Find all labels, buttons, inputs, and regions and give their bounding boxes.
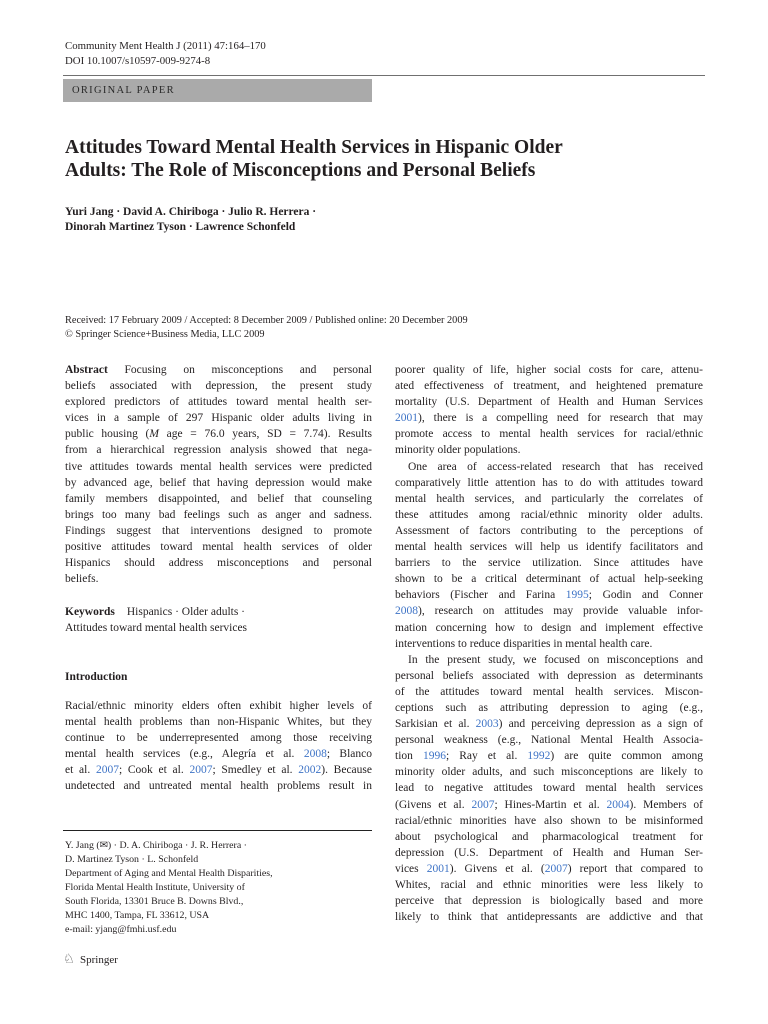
journal-citation: Community Ment Health J (2011) 47:164–170 — [65, 40, 266, 52]
citation-link[interactable]: 2004 — [606, 798, 630, 811]
author-affiliation-footnote — [65, 839, 273, 937]
text-run: ; Cook et al. — [118, 764, 190, 777]
abstract-line-text — [65, 410, 372, 426]
text-run: explored predictors of attitudes toward mental health ser- — [65, 396, 372, 409]
body-line — [395, 732, 703, 748]
abstract-line-text — [65, 523, 372, 539]
author-list-line: Yuri Jang · David A. Chiriboga · Julio R. Herrera · — [65, 206, 317, 218]
keywords-list: Hispanics · Older adults · — [126, 606, 246, 618]
body-line-text — [395, 813, 703, 829]
text-run: personal beliefs associated with depression as determinants — [395, 669, 703, 682]
abstract-line — [65, 362, 372, 378]
abstract-line — [65, 555, 372, 571]
abstract-line — [65, 475, 372, 491]
italic-symbol: M — [149, 428, 159, 441]
text-run: vices in a sample of 297 Hispanic older adults living in — [65, 412, 372, 425]
text-run: promote access to mental health services for racial/ethnic — [395, 428, 703, 441]
body-line-text — [395, 555, 703, 571]
body-line — [395, 748, 703, 764]
text-run: continue to be underrepresented among those receiving — [65, 732, 372, 745]
body-line-text — [395, 829, 703, 845]
body-line-text — [395, 764, 703, 780]
abstract-line-text — [65, 378, 372, 394]
text-run: ; Godin and Conner — [588, 589, 703, 602]
introduction-heading: Introduction — [65, 671, 128, 683]
body-line-text — [408, 459, 703, 475]
text-run: lead to negative attitudes toward mental health services — [395, 782, 703, 795]
body-line — [395, 829, 703, 845]
text-run: mortality (U.S. Department of Health and Human Services — [395, 396, 703, 409]
text-run: ; Smedley et al. — [212, 764, 299, 777]
footnote-line: Y. Jang (✉) · D. A. Chiriboga · J. R. Herrera · — [65, 840, 247, 851]
body-line-text — [395, 909, 703, 925]
body-line — [395, 587, 703, 603]
abstract-line — [65, 491, 372, 507]
text-run: these attitudes among racial/ethnic minority older adults. — [395, 508, 703, 521]
body-line-text — [395, 684, 703, 700]
text-run: minority older adults, and such misconceptions are likely to — [395, 766, 703, 779]
body-line-text — [395, 571, 703, 587]
text-run: tive attitudes towards mental health services were predicted — [65, 460, 372, 473]
text-run: Assessment of factors contributing to the perceptions of — [395, 524, 703, 537]
body-line-text — [395, 394, 703, 410]
body-line-text — [395, 620, 703, 636]
text-run: ) and perceiving depression as a sign of — [498, 718, 703, 731]
body-line — [65, 714, 372, 730]
keywords-line — [65, 604, 372, 620]
abstract-line — [65, 410, 372, 426]
body-line — [395, 394, 703, 410]
body-line — [395, 909, 703, 925]
text-run: public housing ( — [65, 428, 150, 441]
body-line-text — [395, 410, 703, 426]
citation-link[interactable]: 2002 — [298, 764, 322, 777]
body-line — [395, 861, 703, 877]
keywords-list: Attitudes toward mental health services — [65, 622, 248, 635]
abstract-line-text — [65, 507, 372, 523]
body-line-text — [395, 861, 703, 877]
citation-link[interactable]: 2007 — [95, 764, 119, 777]
body-line — [395, 877, 703, 893]
abstract-line-text — [65, 362, 372, 378]
text-run: personal weakness (e.g., National Mental Health Associa- — [395, 734, 703, 747]
body-line — [395, 813, 703, 829]
body-line-text — [395, 845, 703, 861]
citation-link[interactable]: 1992 — [527, 750, 551, 763]
citation-link[interactable]: 2008 — [303, 748, 327, 761]
publisher-footer — [63, 951, 118, 969]
body-line-text — [408, 652, 703, 668]
citation-link[interactable]: 2007 — [471, 798, 495, 811]
text-run: racial/ethnic minorities have also shown to be misinformed — [395, 814, 703, 827]
abstract-line-text — [65, 571, 99, 587]
body-line — [395, 700, 703, 716]
body-line — [395, 555, 703, 571]
article-title-line: Attitudes Toward Mental Health Services in Hispanic Older — [65, 137, 563, 158]
springer-knight-icon: ♘ — [63, 952, 75, 967]
text-run: beliefs associated with depression, the present study — [65, 380, 372, 393]
text-run: et al. — [65, 764, 96, 777]
doi-text: DOI 10.1007/s10597-009-9274-8 — [65, 55, 211, 67]
text-run: behaviors (Fischer and Farina — [395, 589, 566, 602]
section-label: ORIGINAL PAPER — [72, 85, 175, 96]
footnote-line: e-mail: yjang@fmhi.usf.edu — [65, 924, 177, 935]
body-line-text — [395, 587, 703, 603]
abstract-line-text — [65, 442, 372, 458]
text-run: of the attitudes toward mental health services. Miscon- — [395, 685, 703, 698]
abstract-line — [65, 394, 372, 410]
text-run: ) are quite common among — [550, 750, 704, 763]
abstract-line — [65, 426, 372, 442]
text-run: positive attitudes toward mental health services of older — [65, 541, 372, 554]
body-line-text — [65, 762, 372, 778]
abstract-line-text — [65, 475, 372, 491]
text-run: (Givens et al. — [395, 798, 472, 811]
abstract-line-text — [65, 555, 372, 571]
body-line — [65, 730, 372, 746]
text-run: Racial/ethnic minority elders often exhibit higher levels of — [65, 700, 372, 712]
body-line — [395, 491, 703, 507]
body-line-text — [395, 716, 703, 732]
text-run: Hispanics should address misconceptions and personal — [65, 557, 372, 570]
text-run: tion — [395, 750, 423, 763]
footnote-rule — [63, 830, 372, 831]
text-run: ; Ray et al. — [445, 750, 528, 763]
text-run: ). Members of — [629, 798, 703, 811]
text-run: ; Blanco — [326, 748, 372, 761]
text-run: depression (U.S. Department of Health and Human Ser- — [395, 846, 703, 859]
footnote-line: D. Martinez Tyson · L. Schonfeld — [65, 854, 199, 865]
text-run: ; Hines-Martin et al. — [494, 798, 607, 811]
abstract-line — [65, 507, 372, 523]
body-line-text — [395, 700, 703, 716]
body-line-text — [395, 491, 703, 507]
text-run: by advanced age, belief that having depression would make — [65, 476, 372, 489]
text-run: interventions to reduce disparities in mental health care. — [395, 637, 653, 650]
abstract-label: Abstract — [65, 364, 108, 376]
introduction-left-column — [65, 698, 372, 795]
body-line — [395, 845, 703, 861]
text-run: Whites, racial and ethnic minorities were less likely to — [395, 879, 703, 891]
citation-link[interactable]: 1995 — [565, 589, 589, 602]
citation-link[interactable]: 1996 — [422, 750, 446, 763]
body-line — [395, 507, 703, 523]
text-run: poorer quality of life, higher social costs for care, attenu- — [395, 364, 703, 376]
body-line — [395, 426, 703, 442]
body-line — [65, 746, 372, 762]
text-run: undetected and untreated mental health problems result in — [65, 780, 372, 793]
text-run: about psychological and pharmacological treatment for — [395, 830, 703, 843]
body-line — [395, 475, 703, 491]
article-title-line: Adults: The Role of Misconceptions and Personal Beliefs — [65, 160, 536, 181]
text-run: ceptions such as attributing depression to aging (e.g., — [395, 701, 703, 714]
citation-link[interactable]: 2008 — [395, 605, 418, 618]
body-line-text — [65, 714, 372, 730]
body-line — [395, 764, 703, 780]
body-line — [65, 778, 372, 794]
body-line — [395, 410, 703, 426]
keywords-label: Keywords — [65, 606, 115, 618]
body-line-text — [65, 746, 372, 762]
text-run: vices — [395, 862, 427, 875]
body-line — [395, 603, 703, 619]
text-run: mental health services, and particularly the correlates of — [395, 492, 703, 505]
footnote-line: MHC 1400, Tampa, FL 33612, USA — [65, 910, 210, 921]
body-line-text — [395, 780, 703, 796]
body-line-text — [395, 539, 703, 555]
text-run: family members disappointed, and belief that counseling — [65, 492, 372, 505]
text-run: perceive that depression is biologically based and more — [395, 895, 703, 908]
body-line — [395, 652, 703, 668]
body-line — [65, 762, 372, 778]
abstract-line-text — [65, 491, 372, 507]
abstract-line-text — [65, 459, 372, 475]
text-run: mental health services (e.g., Alegría et al. — [65, 748, 304, 761]
copyright-notice: © Springer Science+Business Media, LLC 2009 — [65, 329, 265, 340]
body-line — [395, 716, 703, 732]
body-line-text — [395, 507, 703, 523]
text-run: mental health problems than non-Hispanic Whites, but they — [65, 716, 372, 729]
body-line — [65, 698, 372, 714]
text-run: mental health services will help us identify facilitators and — [395, 541, 703, 554]
body-line-text — [395, 475, 703, 491]
section-banner — [63, 79, 372, 102]
body-line — [395, 780, 703, 796]
body-line — [395, 378, 703, 394]
body-line-text — [395, 378, 703, 394]
abstract — [65, 362, 372, 587]
abstract-line — [65, 442, 372, 458]
body-line-text — [395, 603, 703, 619]
text-run: ated effectiveness of treatment, and heightened premature — [395, 380, 703, 393]
abstract-line — [65, 571, 372, 587]
publisher-name: Springer — [80, 954, 118, 966]
citation-link[interactable]: 2001 — [426, 862, 450, 875]
body-line — [395, 636, 703, 652]
author-list-line: Dinorah Martinez Tyson · Lawrence Schonfeld — [65, 221, 296, 233]
text-run: Sarkisian et al. — [395, 718, 476, 731]
body-line — [395, 523, 703, 539]
body-line — [395, 893, 703, 909]
text-run: beliefs. — [65, 573, 99, 586]
introduction-right-column — [395, 362, 703, 925]
abstract-line — [65, 523, 372, 539]
abstract-line-text — [65, 394, 372, 410]
body-line-text — [65, 698, 372, 714]
citation-link[interactable]: 2007 — [189, 764, 213, 777]
body-line-text — [395, 893, 703, 909]
body-line-text — [395, 426, 703, 442]
keywords-line — [65, 620, 372, 636]
text-run: In the present study, we focused on misconceptions and — [408, 653, 703, 666]
text-run: ) report that compared to — [567, 862, 703, 875]
citation-link[interactable]: 2007 — [544, 862, 568, 875]
body-line — [395, 620, 703, 636]
text-run: from a hierarchical regression analysis showed that nega- — [65, 444, 372, 457]
text-run: likely to think that antidepressants are addictive and that — [395, 911, 703, 924]
body-line — [395, 684, 703, 700]
text-run: mation concerning how to design and implement effective — [395, 621, 703, 634]
footnote-line: Department of Aging and Mental Health Disparities, — [65, 868, 273, 879]
text-run: minority older populations. — [395, 444, 521, 457]
body-line — [395, 362, 703, 378]
body-line-text — [65, 778, 372, 794]
text-run: ), research on attitudes may provide valuable infor- — [418, 605, 703, 618]
body-line — [395, 539, 703, 555]
body-line — [395, 459, 703, 475]
publication-dates: Received: 17 February 2009 / Accepted: 8 December 2009 / Published online: 20 December 2009 — [65, 315, 468, 326]
body-line-text — [395, 668, 703, 684]
abstract-line-text — [65, 539, 372, 555]
abstract-line — [65, 539, 372, 555]
body-line-text — [395, 748, 703, 764]
abstract-line — [65, 459, 372, 475]
text-run: age = 76.0 years, SD = 7.74). Results — [158, 428, 372, 441]
text-run: brings too many bad feelings such as anger and sadness. — [65, 508, 372, 521]
body-line-text — [395, 732, 703, 748]
citation-link[interactable]: 2003 — [475, 718, 499, 731]
body-line-text — [395, 442, 521, 458]
keywords — [65, 604, 372, 636]
text-run: barriers to the service utilization. Since attitudes have — [395, 557, 703, 570]
body-line — [395, 442, 703, 458]
body-line — [395, 668, 703, 684]
body-line-text — [65, 730, 372, 746]
body-line-text — [395, 877, 703, 893]
footnote-line: South Florida, 13301 Bruce B. Downs Blvd., — [65, 896, 244, 907]
text-run: One area of access-related research that has received — [408, 460, 703, 473]
body-line-text — [395, 362, 703, 378]
text-run: ). Givens et al. ( — [449, 862, 545, 875]
text-run: Focusing on misconceptions and personal — [107, 364, 372, 376]
header-rule — [63, 75, 705, 76]
text-run: shown to be a critical determinant of actual help-seeking — [395, 573, 703, 586]
body-line-text — [395, 797, 703, 813]
text-run: Findings suggest that interventions designed to promote — [65, 524, 372, 537]
body-line — [395, 797, 703, 813]
text-run: comparatively little attention has to do with attitudes toward — [395, 476, 703, 489]
abstract-line — [65, 378, 372, 394]
citation-link[interactable]: 2001 — [395, 412, 418, 425]
text-run: ), there is a compelling need for research that may — [418, 412, 703, 425]
text-run: ). Because — [321, 764, 372, 777]
body-line-text — [395, 523, 703, 539]
footnote-line: Florida Mental Health Institute, University of — [65, 882, 245, 893]
body-line — [395, 571, 703, 587]
abstract-line-text — [65, 426, 372, 442]
body-line-text — [395, 636, 652, 652]
